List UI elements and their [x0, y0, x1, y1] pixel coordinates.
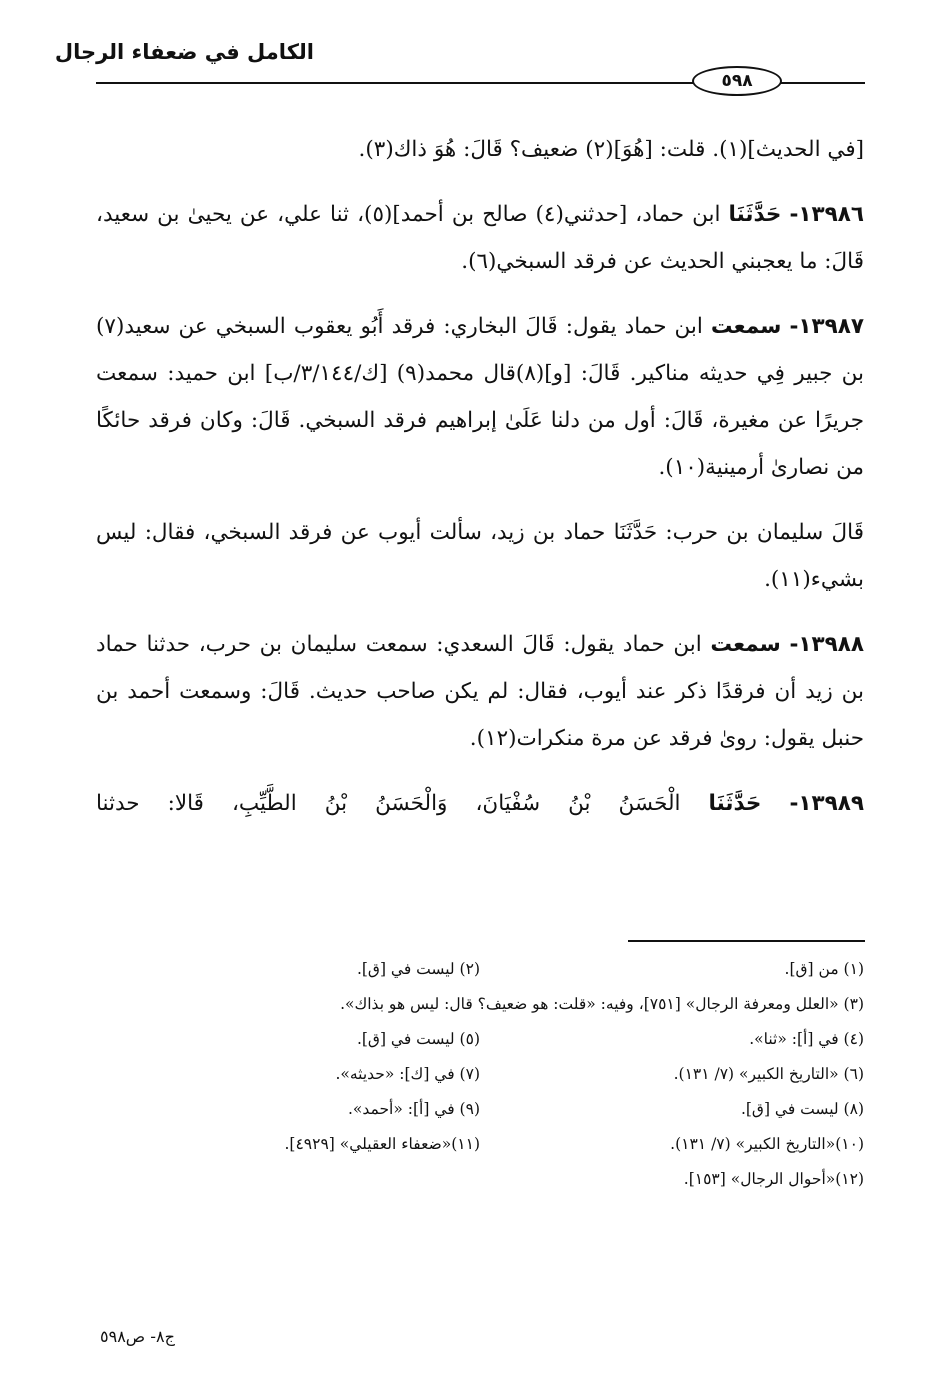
entry-keyword: سمعت — [710, 632, 781, 657]
footnote-1: (١) من [ق]. — [784, 960, 864, 978]
entry-keyword: سمعت — [710, 314, 782, 339]
footnote-12: (١٢)«أحوال الرجال» [١٥٣]. — [683, 1170, 864, 1188]
running-title: الكامل في ضعفاء الرجال — [54, 40, 314, 64]
footnote-5: (٥) ليست في [ق]. — [356, 1030, 480, 1048]
footnotes — [96, 952, 864, 1197]
footnote-row — [96, 1022, 864, 1057]
page-number: ٥٩٨ — [721, 71, 753, 91]
entry-text: الْحَسَنُ بْنُ سُفْيَانَ، وَالْحَسَنُ بْنُ الطَّيِّبِ، قَالا: حدثنا — [96, 791, 681, 816]
entry-number: ١٣٩٨٨- — [789, 632, 864, 657]
main-text — [96, 126, 864, 845]
entry-text: ابن حماد، [حدثني(٤) صالح بن أحمد](٥)، ثنا علي، عن يحيىٰ بن سعيد، قَالَ: ما يعجبني الحديث عن فرقد السبخي(٦). — [96, 202, 864, 274]
footnote-2: (٢) ليست في [ق]. — [356, 960, 480, 978]
entry-keyword: حَدَّثَنَا — [708, 791, 762, 816]
footnote-row — [96, 1162, 864, 1197]
entry-keyword: حَدَّثَنَا — [728, 202, 782, 227]
footnote-row — [96, 987, 864, 1022]
paragraph-4: قَالَ سليمان بن حرب: حَدَّثَنَا حماد بن زيد، سألت أيوب عن فرقد السبخي، فقال: ليس بشيء(١١). — [96, 520, 864, 592]
footnote-row — [96, 952, 864, 987]
footnote-10: (١٠)«التاريخ الكبير» (٧/ ١٣١). — [670, 1135, 864, 1153]
entry-number: ١٣٩٨٦- — [789, 202, 864, 227]
paragraph-1: [في الحديث](١). قلت: [هُوَ](٢) ضعيف؟ قَالَ: هُوَ ذاك(٣). — [358, 137, 864, 162]
footnote-9: (٩) في [أ]: «أحمد». — [347, 1100, 480, 1118]
footnote-rule — [628, 940, 865, 942]
entry-13989 — [96, 780, 864, 827]
footnote-8: (٨) ليست في [ق]. — [740, 1100, 864, 1118]
footnote-row — [96, 1057, 864, 1092]
footnote-4: (٤) في [أ]: «ثنا». — [749, 1030, 864, 1048]
folio: ج٨- ص٥٩٨ — [100, 1327, 175, 1346]
entry-text: ابن حماد يقول: قَالَ السعدي: سمعت سليمان بن حرب، حدثنا حماد بن زيد أن فرقدًا ذكر عند أيوب، فقال: لم يكن صاحب حديث. قَالَ: وسمعت أحمد بن حنبل يقول: روىٰ فرقد عن مرة منكرات(١٢). — [96, 632, 864, 751]
entry-number: ١٣٩٨٩- — [789, 791, 864, 816]
entry-13987 — [96, 303, 864, 491]
footnote-7: (٧) في [ك]: «حديثه». — [335, 1065, 480, 1083]
footnote-3: (٣) «العلل ومعرفة الرجال» [٧٥١]، وفيه: «قلت: هو ضعيف؟ قال: ليس هو بذاك». — [340, 995, 864, 1013]
entry-text: ابن حماد يقول: قَالَ البخاري: فرقد أَبُو يعقوب السبخي عن سعيد(٧) بن جبير فِي حديثه مناكير. قَالَ: [و](٨)قال محمد(٩) [ك/٣/١٤٤/ب] ابن حميد: سمعت جريرًا عن مغيرة، قَالَ: أول من دلنا عَلَىٰ إبراهيم فرقد السبخي. قَالَ: وكان فرقد حائكًا من نصارىٰ أرمينية(١٠). — [96, 314, 864, 480]
footnote-row — [96, 1092, 864, 1127]
footnote-6: (٦) «التاريخ الكبير» (٧/ ١٣١). — [673, 1065, 864, 1083]
entry-13988 — [96, 621, 864, 762]
footnote-row — [96, 1127, 864, 1162]
entry-number: ١٣٩٨٧- — [789, 314, 864, 339]
entry-13986 — [96, 191, 864, 285]
page-number-badge — [692, 66, 782, 96]
footnote-11: (١١)«ضعفاء العقيلي» [٤٩٢٩]. — [284, 1135, 480, 1153]
